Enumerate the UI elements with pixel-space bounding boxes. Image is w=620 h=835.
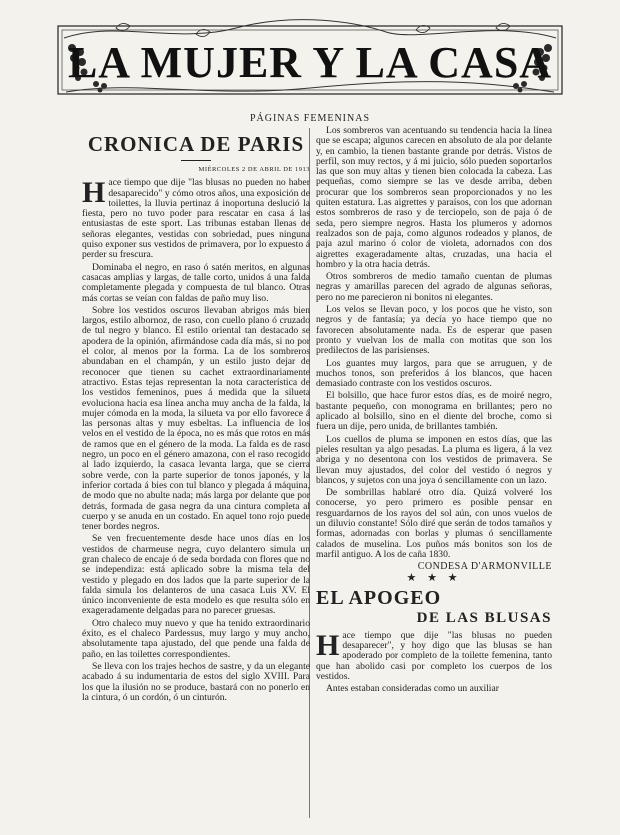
article-paragraph: Antes estaban consideradas como un auxiliar (326, 683, 499, 695)
article-paragraph: Dominaba el negro, en raso ó satén meritos, en algunas casacas amplias y largas, de talle corto, unidos á una falda completamente plegada y compuesta de tul blanco. Otras más cortas se veían con faldas de paño muy liso. (82, 261, 310, 304)
signature: CONDESA D'ARMONVILLE (417, 561, 552, 573)
headline-apogeo: EL APOGEO (316, 586, 442, 609)
article-paragraph: Los cuellos de pluma se imponen en estos días, que las pieles resultan ya algo pesadas. La pluma es ligera, á la vez abriga y no desentona con los vestidos de primavera. Se llevan muy ajustados, del color del vestido ó negros y blancos, y sujetos con una joya ó sencillamente con un lazo. (316, 433, 552, 486)
article-paragraph: Los velos se llevan poco, y los pocos que he visto, son negros y de fantasía; ya decía yo hace tiempo que no favorecen absolutamente nada. Es de esperar que pasen pronto y vuelvan los de malla con motitas que son los predilectos de las parisienses. (316, 304, 552, 357)
article-paragraph: Hace tiempo que dije "las blusas no pueden desaparecer", y hoy digo que las blusas se han apoderado por completo de la toilette femenina, tanto que han abolido casi por completo los cuerpos de los vestidos. (316, 628, 552, 682)
article-paragraph: Sobre los vestidos oscuros llevaban abrigos más bien largos, estilo albornoz, de raso, con cuello plano ó cruzado de tul negro y blanco. El estilo oriental tan destacado se apodera de la opinión, afirmándose cada día más, si no por el color, al menos por la forma. La de los sombreros abundaban en el champán, y un estilo justo dejar de reconocer que tienen su cachet extraordinariamente atractivo. Estas tejas representan la nota característica de los vestidos femeninos, pues á medida que la silueta evoluciona hacia esa línea ancha muy ancha de la falda, la mujer cómoda en la moda, la silueta va por ello favorece á las personas altas y muy esbeltas. La influencia de los velos en el vestido de la época, no es más que rotos en más de ramos que en el género de la moda. La falda es de raso negro, un poco en el género amazona, con el raso recogido al lado izquierdo, la casaca levanta larga, que se cierra sobre verde, con la parte superior de tonos japonés, y la inferior cortada á bies con tul blanco y plegada á máquina, de modo que no abulte nada; más larga por delante que por detrás, formada de gasa negra da una cintura completa al cuerpo y se anuda en un costado. En aquel tono rojo puede tener bordes negros. (82, 304, 310, 533)
dropcap: H (82, 176, 106, 210)
headline-rule (181, 160, 211, 161)
masthead-title: LA MUJER Y LA CASA (67, 38, 553, 87)
article-paragraph: Otros sombreros de medio tamaño cuentan de plumas negras y amarillas parecen del agrado de algunas señoras, pero no me parecieron ni bonitos ni elegantes. (316, 271, 552, 303)
article-paragraph: Los guantes muy largos, para que se arruguen, y de muchos tonos, son preferidos á los blancos, que hacen demasiado contraste con los vestidos oscuros. (316, 357, 552, 390)
article-paragraph: De sombrillas hablaré otro día. Quizá volveré los conocerse, yo pero primero es posible pensar en resguardarnos de los rayos del sol aún, con unos vuelos de un diluvio constante! Sólo diré que serán de todos tamaños y formas, adornadas con borlas y plumas ó sencillamente calados de muselina. Los puños más bonitos son los de marfil antiguo. A los de caña 1830. (316, 487, 552, 560)
right-column (316, 126, 552, 697)
masthead (56, 18, 564, 98)
article-paragraph: Otro chaleco muy nuevo y que ha tenido extraordinario éxito, es el chaleco Pardessus, muy largo y muy ancho, absolutamente tapa ajustado, del que pende una falda de paño, en las toilettes correspondientes. (82, 617, 310, 660)
left-column (82, 126, 310, 705)
dropcap: H (316, 628, 340, 662)
headline-cronica: CRONICA DE PARIS (87, 132, 305, 156)
dateline: MIÉRCOLES 2 DE ABRIL DE 1913 (198, 166, 310, 173)
article-paragraph: Se lleva con los trajes hechos de sastre, y da un elegante acabado á su indumentaria de estos del siglo XVIII. Para los que la ilusión no se produce, bastará con no ponerlo en la cintura, ó un cordón, ó un cinturón. (82, 660, 310, 703)
article-paragraph: Los sombreros van acentuando su tendencia hacia la línea que se escapa; algunos carecen en absoluto de ala por delante y, en cambio, la tienen bastante grande por detrás. Vistos de perfil, son muy rectos, y á mi juicio, sólo pueden soportarlos las que son muy altas y tienen bien colocada la cabeza. Las pequeñas, como siempre se las ve desde arriba, deben procurar que los sombreros sean proporcionados y no les quiten estatura. Las aigrettes y paraísos, con los que adornan estos sombreros de raso y de terciopelo, son de paja ó de seda, pero siempre negros. Hasta los plumeros y adornos realzados son de paja, como algunos rodeados y planos, de paja azul marino ó color de violeta, adornados con dos aigrettes exageradamente altas, cruzadas, una hacia el hombro y la otra hacia detrás. (316, 125, 552, 270)
section-label: PÁGINAS FEMENINAS (249, 113, 371, 124)
headline-blusas: DE LAS BLUSAS (416, 609, 552, 626)
article-paragraph: El bolsillo, que hace furor estos días, es de moiré negro, bastante pequeño, con monograma en brillantes; pero no aplicado al bolsillo, sino en el diente del broche, como si fuera un dije, pero unida, de brillantes también. (316, 390, 552, 433)
article-paragraph: Se ven frecuentemente desde hace unos días en los vestidos de charmeuse negra, cuyo delantero simula un gran chaleco de encaje ó de seda bordada con flores que no se independiza: está aplicado sobre la misma tela del vestido y plegado en dos lados que la parte superior de la falda simula los delanteros de una casaca Luis XV. El único inconveniente de esta modelo es que resulta sólo en exageradamente delgadas para no parecer gruesas. (82, 533, 310, 617)
section-stars: ★ ★ ★ (406, 572, 462, 585)
article-paragraph: Hace tiempo que dije "las blusas no pueden no haber desaparecido" y cómo otros años, una exposición de toilettes, la lluvia pertinaz á inoportuna deslució la fiesta, pero no tuvo poder para rescatar en casa á las entusiastas de este sport. Las tribunas estaban llenas de señoras elegantes, vestidas con sobriedad, pues ninguna quiso exponer sus vestidos de primavera, por lo expuesto á perder su frescura. (82, 176, 310, 261)
